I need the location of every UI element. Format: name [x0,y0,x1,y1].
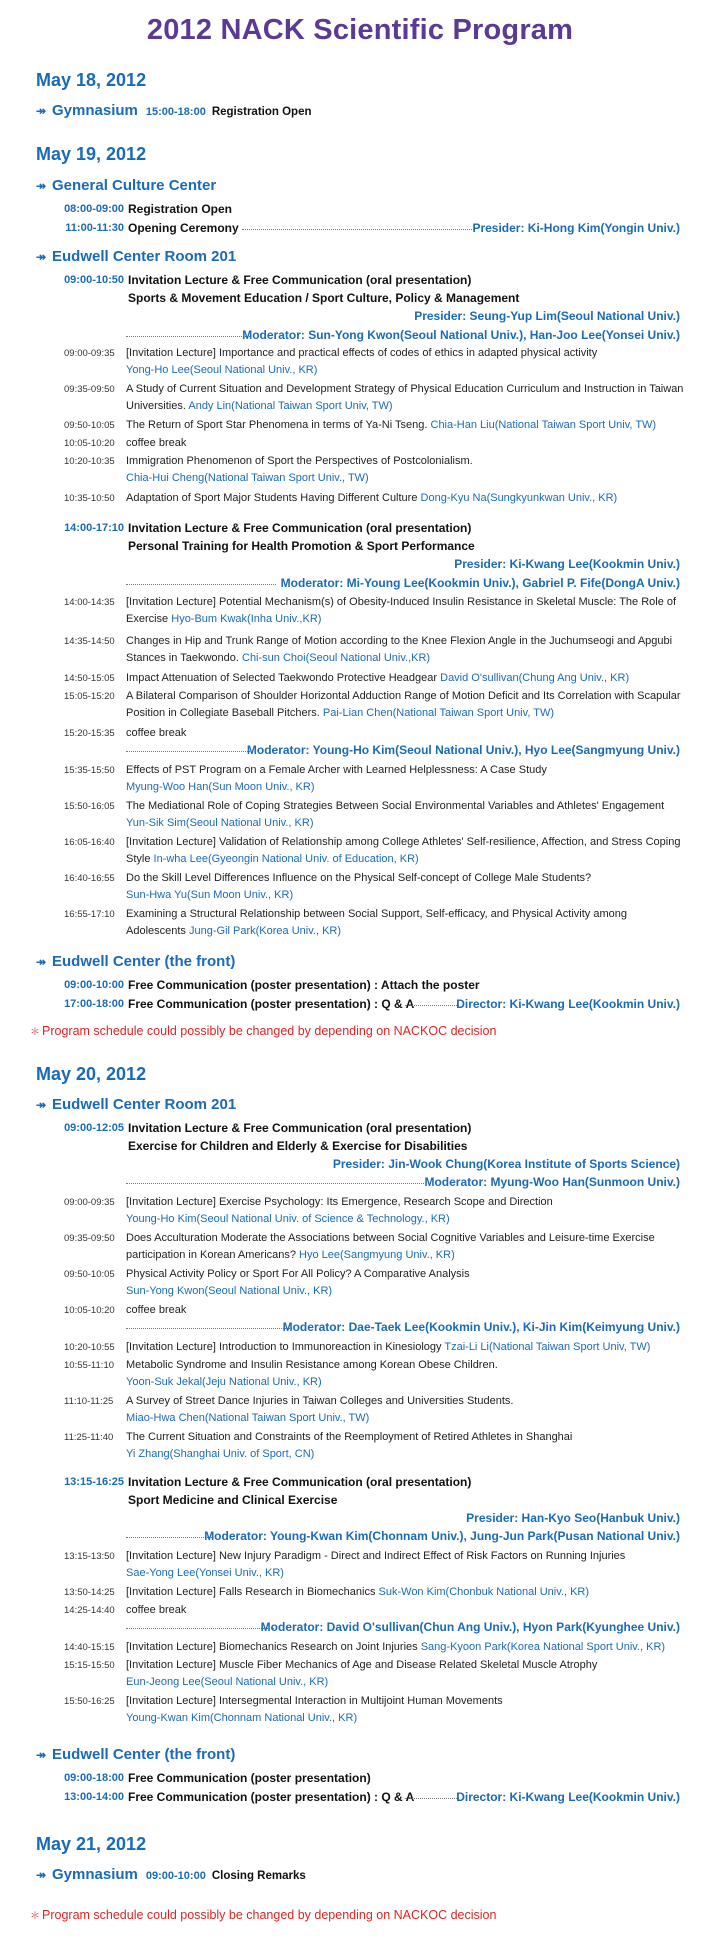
item-title: [Invitation Lecture] Introduction to Immunoreaction in Kinesiology [126,1341,442,1353]
time-label: 09:00-10:00 [145,1870,206,1882]
event-label: Free Communication (poster presentation) : Q & A [128,1790,415,1804]
time-label: 17:00-18:00 [64,998,124,1010]
item-title: Physical Activity Policy or Sport For All Policy? A Comparative Analysis [126,1268,470,1280]
arrow-icon: ↠ [36,179,47,193]
time-label: 08:00-09:00 [64,203,124,215]
time-label: 09:00-10:00 [64,979,124,991]
venue-general-culture-center [36,177,216,194]
item-time: 15:05-15:20 [64,691,115,702]
venue-room-201-may20 [36,1096,236,1113]
moderator-label: Moderator: Myung-Woo Han(Sunmoon Univ.) [424,1175,680,1189]
leader-dots [126,1183,424,1184]
item-title: [Invitation Lecture] Biomechanics Research on Joint Injuries [126,1641,418,1653]
item-title: A Survey of Street Dance Injuries in Taiwan Colleges and Universities Students. [126,1395,514,1407]
program-item [126,1548,686,1582]
item-time: 10:35-10:50 [64,493,115,504]
leader-dots [126,336,250,337]
program-item [126,1266,686,1300]
note-text: Program schedule could possibly be changed by depending on NACKOC decision [42,1908,497,1922]
arrow-icon: ↠ [36,955,47,969]
session-time: 14:00-17:10 [64,522,124,534]
program-item [126,906,686,940]
item-time: 16:05-16:40 [64,837,115,848]
item-title: Examining a Structural Relationship between Social Support, Self-efficacy, and Physical Activity among Adolescents [126,908,627,937]
event-label: Registration Open [128,202,233,216]
item-author: Chia-Han Liu(National Taiwan Sport Univ, TW) [430,419,657,431]
program-item [126,1693,686,1727]
venue-gymnasium-may18 [36,102,312,119]
event-label: Free Communication (poster presentation) : Attach the poster [128,978,480,992]
program-item [126,594,686,628]
item-author: Miao-Hwa Chen(National Taiwan Sport Univ., TW) [126,1412,370,1424]
item-author: Sae-Yong Lee(Yonsei Univ., KR) [126,1567,284,1579]
date-heading-may20: May 20, 2012 [36,1064,147,1084]
item-time: 11:25-11:40 [64,1432,114,1443]
venue-gymnasium-may21 [36,1866,306,1883]
event-label: Free Communication (poster presentation) [128,1771,371,1785]
item-title: Adaptation of Sport Major Students Having Different Culture [126,492,418,504]
item-title: [Invitation Lecture] Validation of Relationship among College Athletes' Self-resilience, Affection, and Stress Coping Style [126,836,681,865]
program-item [126,1639,686,1656]
program-item [126,633,686,667]
item-author: Young-Kwan Kim(Chonnam National Univ., KR) [126,1712,358,1724]
item-time: 09:35-09:50 [64,384,115,395]
session-title: Invitation Lecture & Free Communication (oral presentation) [128,273,472,287]
venue-label: Eudwell Center Room 201 [52,248,237,265]
item-time: 10:55-11:10 [64,1360,115,1371]
item-title: Do the Skill Level Differences Influence on the Physical Self-concept of College Male Students? [126,872,592,884]
item-time: 14:50-15:05 [64,673,115,684]
venue-label: Eudwell Center (the front) [52,953,236,970]
item-time: 09:00-09:35 [64,348,115,359]
program-item [126,381,686,415]
session-time: 13:15-16:25 [64,1476,124,1488]
arrow-icon: ↠ [36,104,47,118]
item-author: Yun-Sik Sim(Seoul National Univ., KR) [126,817,314,829]
item-time: 10:05-10:20 [64,1305,115,1316]
venue-eudwell-front-may19 [36,953,235,970]
program-item [126,1339,686,1356]
event-label: Free Communication (poster presentation) : Q & A [128,997,415,1011]
leader-dots [405,1798,459,1799]
session-time: 09:00-10:50 [64,274,124,286]
item-author: Jung-Gil Park(Korea Univ., KR) [189,925,342,937]
program-item [126,435,686,452]
session-title: Invitation Lecture & Free Communication (oral presentation) [128,1121,472,1135]
event-label: Registration Open [211,106,312,118]
date-heading-may18: May 18, 2012 [36,70,147,90]
program-item [126,725,686,742]
item-title: [Invitation Lecture] New Injury Paradigm - Direct and Indirect Effect of Risk Factors on Running Injuries [126,1550,626,1562]
item-title: [Invitation Lecture] Exercise Psychology: Its Emergence, Research Scope and Direction [126,1196,553,1208]
session-subtitle: Sports & Movement Education / Sport Culture, Policy & Management [128,291,520,305]
item-time: 14:00-14:35 [64,597,115,608]
session-subtitle: Exercise for Children and Elderly & Exercise for Disabilities [128,1139,468,1153]
venue-label: Gymnasium [52,1866,138,1883]
presider-label: Presider: Seung-Yup Lim(Seoul National Univ.) [414,309,680,323]
program-item [126,1357,686,1391]
item-time: 09:50-10:05 [64,1269,115,1280]
item-title: coffee break [126,437,187,449]
time-label: 15:00-18:00 [145,106,206,118]
leader-dots [405,1005,459,1006]
item-author: Sun-Hwa Yu(Sun Moon Univ., KR) [126,889,294,901]
venue-label: Gymnasium [52,102,138,119]
item-author: Myung-Woo Han(Sun Moon Univ., KR) [126,781,315,793]
program-item [126,688,686,722]
program-item [126,762,686,796]
item-title: coffee break [126,727,187,739]
asterisk-icon: ＊ [30,1911,40,1922]
director-label: Director: Ki-Kwang Lee(Kookmin Univ.) [456,997,680,1011]
item-time: 10:05-10:20 [64,438,115,449]
program-item [126,1393,686,1427]
item-time: 11:10-11:25 [64,1396,114,1407]
moderator-label: Moderator: Mi-Young Lee(Kookmin Univ.), Gabriel P. Fife(DongA Univ.) [280,576,680,590]
item-time: 10:20-10:35 [64,456,115,467]
item-title: coffee break [126,1604,187,1616]
item-time: 09:00-09:35 [64,1197,115,1208]
schedule-note [30,1023,496,1038]
venue-label: Eudwell Center Room 201 [52,1096,237,1113]
venue-eudwell-front-may20 [36,1746,235,1763]
item-time: 09:50-10:05 [64,420,115,431]
item-title: The Return of Sport Star Phenomena in terms of Ya-Ni Tseng. [126,419,428,431]
item-author: Suk-Won Kim(Chonbuk National Univ., KR) [378,1586,590,1598]
item-title: The Mediational Role of Coping Strategies Between Social Environmental Variables and Athletes' Engagement [126,800,665,812]
item-author: Sang-Kyoon Park(Korea National Sport Univ., KR) [420,1641,666,1653]
date-heading-may21: May 21, 2012 [36,1834,147,1854]
item-author: Hyo-Bum Kwak(Inha Univ.,KR) [171,613,322,625]
item-time: 15:20-15:35 [64,728,115,739]
item-time: 15:50-16:05 [64,801,115,812]
date-heading-may19: May 19, 2012 [36,144,147,164]
presider-label: Presider: Ki-Kwang Lee(Kookmin Univ.) [454,557,680,571]
moderator-label: Moderator: Sun-Yong Kwon(Seoul National Univ.), Han-Joo Lee(Yonsei Univ.) [242,328,680,342]
item-time: 09:35-09:50 [64,1233,115,1244]
item-author: Young-Ho Kim(Seoul National Univ. of Science & Technology., KR) [126,1213,450,1225]
item-title: [Invitation Lecture] Potential Mechanism(s) of Obesity-Induced Insulin Resistance in Skeletal Muscle: The Role of Exercise [126,596,677,625]
page-title: 2012 NACK Scientific Program [146,14,574,46]
leader-dots [242,229,474,230]
program-item [126,1602,686,1619]
time-label: 13:00-14:00 [64,1791,124,1803]
item-author: In-wha Lee(Gyeongin National Univ. of Education, KR) [153,853,419,865]
session-subtitle: Sport Medicine and Clinical Exercise [128,1493,338,1507]
item-title: Metabolic Syndrome and Insulin Resistance among Korean Obese Children. [126,1359,498,1371]
item-time: 14:35-14:50 [64,636,115,647]
item-author: Yoon-Suk Jekal(Jeju National Univ., KR) [126,1376,322,1388]
item-time: 15:50-16:25 [64,1696,115,1707]
item-time: 14:40-15:15 [64,1642,115,1653]
item-title: Effects of PST Program on a Female Archer with Learned Helplessness: A Case Study [126,764,547,776]
time-label: 09:00-18:00 [64,1772,124,1784]
event-label: Opening Ceremony [128,221,239,235]
program-item [126,1302,686,1319]
item-time: 14:25-14:40 [64,1605,115,1616]
item-author: Dong-Kyu Na(Sungkyunkwan Univ., KR) [420,492,618,504]
leader-dots [126,1328,292,1329]
program-item [126,834,686,868]
program-item [126,453,686,487]
arrow-icon: ↠ [36,1868,47,1882]
item-title: Does Acculturation Moderate the Associations between Social Cognitive Variables and Leisure-time Exercise participation in Korean Americans? [126,1232,655,1261]
presider-label: Presider: Han-Kyo Seo(Hanbuk Univ.) [466,1511,680,1525]
item-title: Impact Attenuation of Selected Taekwondo Protective Headgear [126,672,438,684]
program-item [126,670,686,687]
item-title: Changes in Hip and Trunk Range of Motion according to the Knee Flexion Angle in the Juchumseogi and Apgubi Stances in Taekwondo. [126,635,673,664]
leader-dots [126,1537,212,1538]
note-text: Program schedule could possibly be changed by depending on NACKOC decision [42,1024,497,1038]
event-label: Closing Remarks [211,1870,306,1882]
program-item [126,490,686,507]
session-subtitle: Personal Training for Health Promotion & Sport Performance [128,539,475,553]
item-title: [Invitation Lecture] Importance and practical effects of codes of ethics in adapted physical activity [126,347,598,359]
item-author: Sun-Yong Kwon(Seoul National Univ., KR) [126,1285,333,1297]
arrow-icon: ↠ [36,250,47,264]
moderator-label: Moderator: Young-Kwan Kim(Chonnam Univ.), Jung-Jun Park(Pusan National Univ.) [204,1529,680,1543]
moderator-label: Moderator: Young-Ho Kim(Seoul National Univ.), Hyo Lee(Sangmyung Univ.) [246,743,680,757]
item-title: A Study of Current Situation and Development Strategy of Physical Education Curriculum and Instruction in Taiwan Universities. [126,383,684,412]
presider-label: Presider: Ki-Hong Kim(Yongin Univ.) [472,221,680,235]
item-title: [Invitation Lecture] Intersegmental Interaction in Multijoint Human Movements [126,1695,503,1707]
arrow-icon: ↠ [36,1748,47,1762]
item-time: 13:15-13:50 [64,1551,115,1562]
program-item [126,417,686,434]
item-time: 16:40-16:55 [64,873,115,884]
item-title: coffee break [126,1304,187,1316]
asterisk-icon: ＊ [30,1027,40,1038]
session-title: Invitation Lecture & Free Communication (oral presentation) [128,1475,472,1489]
leader-dots [126,584,276,585]
item-author: Yong-Ho Lee(Seoul National Univ., KR) [126,364,318,376]
item-time: 16:55-17:10 [64,909,115,920]
venue-room-201-may19 [36,248,236,265]
item-author: Eun-Jeong Lee(Seoul National Univ., KR) [126,1676,329,1688]
venue-label: General Culture Center [52,177,217,194]
time-label: 11:00-11:30 [65,222,124,234]
item-title: Immigration Phenomenon of Sport the Perspectives of Postcolonialism. [126,455,473,467]
item-author: Yi Zhang(Shanghai Univ. of Sport, CN) [126,1448,315,1460]
item-author: Chia-Hui Cheng(National Taiwan Sport Univ., TW) [126,472,369,484]
session-time: 09:00-12:05 [64,1122,124,1134]
program-item [126,1429,686,1463]
venue-label: Eudwell Center (the front) [52,1746,236,1763]
session-title: Invitation Lecture & Free Communication (oral presentation) [128,521,472,535]
arrow-icon: ↠ [36,1098,47,1112]
item-author: Andy Lin(National Taiwan Sport Univ, TW) [188,400,393,412]
director-label: Director: Ki-Kwang Lee(Kookmin Univ.) [456,1790,680,1804]
program-item [126,1194,686,1228]
item-time: 10:20-10:55 [64,1342,115,1353]
program-item [126,1230,686,1264]
item-author: David O'sullivan(Chung Ang Univ., KR) [440,672,630,684]
program-item [126,1584,686,1601]
item-author: Tzai-Li Li(National Taiwan Sport Univ, TW) [444,1341,651,1353]
item-time: 15:35-15:50 [64,765,115,776]
program-item [126,345,686,379]
moderator-label: Moderator: David O'sullivan(Chun Ang Univ.), Hyon Park(Kyunghee Univ.) [260,1620,680,1634]
program-item [126,870,686,904]
item-time: 15:15-15:50 [64,1660,115,1671]
item-title: The Current Situation and Constraints of the Reemployment of Retired Athletes in Shanghai [126,1431,573,1443]
item-author: Pai-Lian Chen(National Taiwan Sport Univ, TW) [322,707,554,719]
presider-label: Presider: Jin-Wook Chung(Korea Institute of Sports Science) [332,1157,680,1171]
program-item [126,1657,686,1691]
item-author: Hyo Lee(Sangmyung Univ., KR) [299,1249,455,1261]
leader-dots [126,751,250,752]
moderator-label: Moderator: Dae-Taek Lee(Kookmin Univ.), Ki-Jin Kim(Keimyung Univ.) [282,1320,680,1334]
leader-dots [126,1628,274,1629]
item-time: 13:50-14:25 [64,1587,115,1598]
item-title: A Bilateral Comparison of Shoulder Horizontal Adduction Range of Motion Deficit and Its Correlation with Scapular Position in Collegiate Baseball Pitchers. [126,690,681,719]
schedule-note [30,1907,496,1922]
item-title: [Invitation Lecture] Muscle Fiber Mechanics of Age and Disease Related Skeletal Muscle Atrophy [126,1659,598,1671]
item-title: [Invitation Lecture] Falls Research in Biomechanics [126,1586,376,1598]
program-item [126,798,686,832]
item-author: Chi-sun Choi(Seoul National Univ.,KR) [242,652,431,664]
